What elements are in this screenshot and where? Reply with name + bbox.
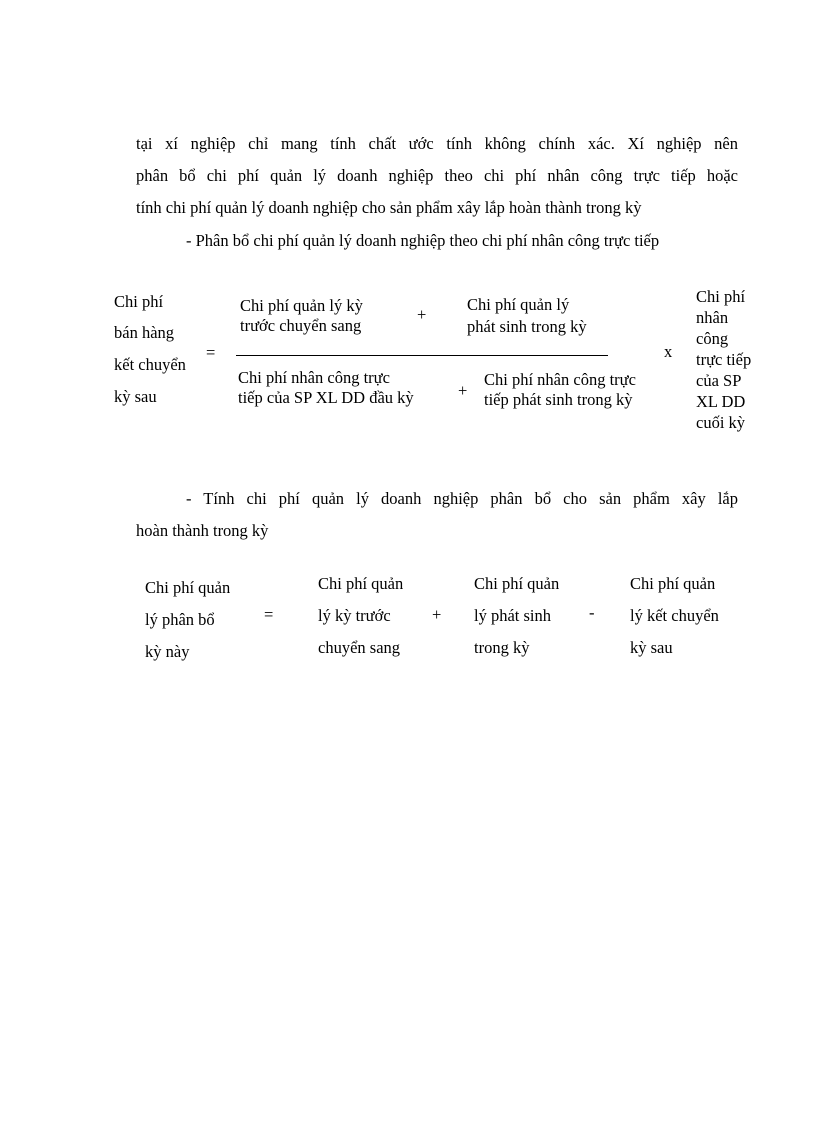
formula1-equals: = (206, 343, 216, 362)
formula1-lhs-line-3: kết chuyển (114, 355, 186, 374)
bullet-allocation-completed-line-1: - Tính chi phí quản lý doanh nghiệp phân bổ cho sản phẩm xây lắp (186, 489, 738, 508)
formula1-rhs: Chi phí nhân công trực tiếp của SP XL DD cuối kỳ (696, 287, 752, 432)
paragraph-line-3: tính chi phí quản lý doanh nghiệp cho sản phẩm xây lắp hoàn thành trong kỳ (136, 198, 642, 217)
formula2-equals: = (264, 605, 274, 624)
bullet-allocation-completed-line-2: hoàn thành trong kỳ (136, 521, 269, 540)
formula1-denominator-a: Chi phí nhân công trực tiếp của SP XL DD đầu kỳ (238, 368, 414, 407)
formula2-term-b: Chi phí quản lý phát sinh trong kỳ (474, 574, 560, 657)
formula1-lhs-line-2: bán hàng (114, 323, 175, 342)
formula1-denominator-b: Chi phí nhân công trực tiếp phát sinh trong kỳ (484, 370, 636, 409)
formula1-numerator-plus: + (417, 305, 427, 324)
fraction-bar (236, 355, 608, 356)
formula1-lhs-line-4: kỳ sau (114, 387, 157, 406)
formula2-term-a: Chi phí quản lý kỳ trước chuyển sang (318, 574, 404, 657)
paragraph-line-1: tại xí nghiệp chỉ mang tính chất ước tính không chính xác. Xí nghiệp nên (136, 134, 738, 153)
formula2-minus: - (589, 603, 595, 622)
paragraph-line-2: phân bổ chi phí quản lý doanh nghiệp theo chi phí nhân công trực tiếp hoặc (136, 166, 738, 185)
formula1-times: x (664, 342, 673, 361)
formula1-denominator-plus: + (458, 381, 468, 400)
formula2-lhs: Chi phí quản lý phân bổ kỳ này (145, 578, 231, 661)
formula1-numerator-b: Chi phí quản lý phát sinh trong kỳ (467, 295, 587, 336)
formula2-plus: + (432, 605, 442, 624)
formula1-lhs-line-1: Chi phí (114, 292, 164, 311)
bullet-allocation-by-labor: - Phân bổ chi phí quản lý doanh nghiệp theo chi phí nhân công trực tiếp (186, 231, 660, 250)
formula2-term-c: Chi phí quản lý kết chuyển kỳ sau (630, 574, 719, 657)
formula1-numerator-a: Chi phí quản lý kỳ trước chuyển sang (240, 296, 363, 335)
